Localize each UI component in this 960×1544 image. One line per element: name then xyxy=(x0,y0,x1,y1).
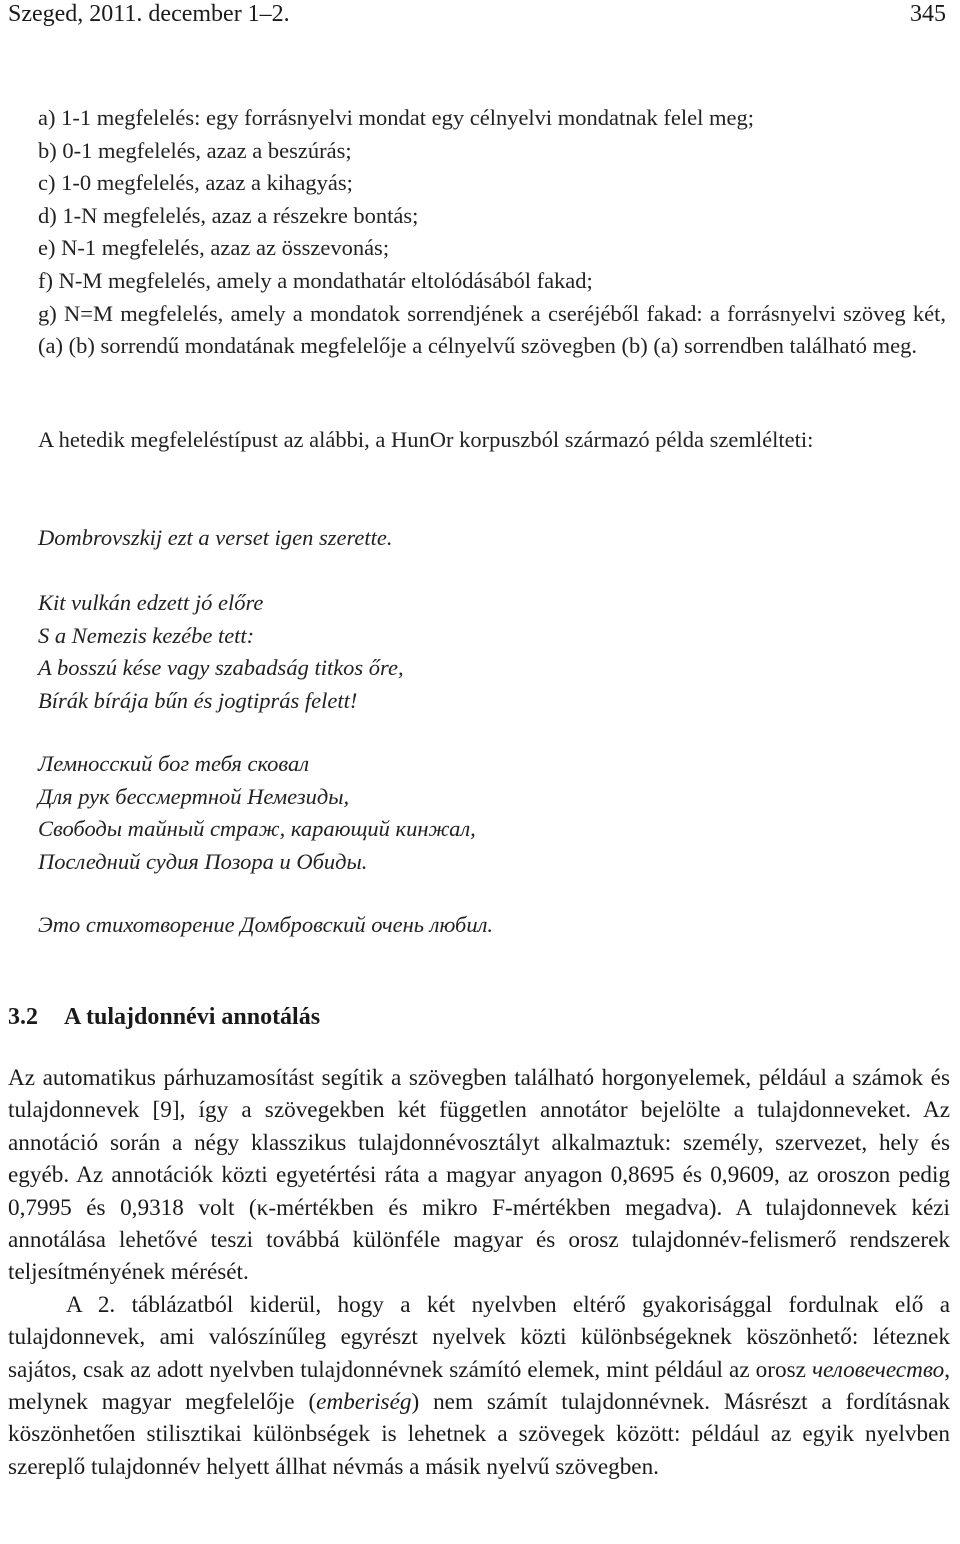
page-number: 345 xyxy=(910,1,946,27)
poem-line: Лемносский бог тебя сковал xyxy=(38,751,310,776)
list-item: a) 1-1 megfelelés: egy forrásnyelvi mondat egy célnyelvi mondatnak felel meg; xyxy=(38,105,754,130)
header-conference: Szeged, 2011. december 1–2. xyxy=(8,1,290,27)
list-item: c) 1-0 megfelelés, azaz a kihagyás; xyxy=(38,170,353,196)
list-item: b) 0-1 megfelelés, azaz a beszúrás; xyxy=(38,137,352,163)
poem-russian xyxy=(38,748,476,878)
section-heading xyxy=(8,1000,320,1034)
section-number: 3.2 xyxy=(8,1004,38,1030)
poem-line: Свободы тайный страж, карающий кинжал, xyxy=(38,816,476,842)
poem-hungarian xyxy=(38,587,404,717)
example-sentence-hu: Dombrovszkij ezt a verset igen szerette. xyxy=(38,525,393,550)
poem-line: Bírák bírája bűn és jogtiprás felett! xyxy=(38,687,358,713)
list-item: e) N-1 megfelelés, azaz az összevonás; xyxy=(38,235,390,261)
list-item: f) N-M megfelelés, amely a mondathatár eltolódásából fakad; xyxy=(38,267,593,293)
russian-term: человечество xyxy=(811,1356,945,1383)
poem-line: Для рук бессмертной Немезиды, xyxy=(38,783,350,809)
list-item: g) N=M megfelelés, amely a mondatok sorrendjének a cseréjéből fakad: a forrásnyelvi szöveg két, (a) (b) sorrendű mondatának megfelelője a célnyelvű szövegben (b) (a) sorrendben található meg. xyxy=(38,300,946,359)
poem-line: A bosszú kése vagy szabadság titkos őre, xyxy=(38,655,404,681)
paragraph: Az automatikus párhuzamosítást segítik a szövegben található horgonyelemek, például a számok és tulajdonnevek [9], így a szövegekben két független annotátor bejelölte a tulajdonneveket. Az annotáció során a négy klasszikus tulajdonnévosztályt alkalmaztuk: személy, szervezet, hely és egyéb. Az annotációk közti egyetértési ráta a magyar anyagon 0,8695 és 0,9609, az oroszon pedig 0,7995 és 0,9318 volt (κ-mértékben és mikro F-mértékben megadva). A tulajdonnevek kézi annotálása lehetővé teszi továbbá különféle magyar és orosz tulajdonnév-felismerő rendszerek teljesítményének mérését. xyxy=(8,1065,950,1286)
intro-paragraph: A hetedik megfeleléstípust az alábbi, a HunOr korpuszból származó példa szemlélteti: xyxy=(38,427,814,452)
list-item: d) 1-N megfelelés, azaz a részekre bontás; xyxy=(38,202,419,228)
alignment-types-list xyxy=(38,102,946,363)
example-sentence-ru: Это стихотворение Домбровский очень любил. xyxy=(38,912,494,937)
section-body xyxy=(8,1062,950,1483)
running-header xyxy=(8,0,952,34)
section-title: A tulajdonnévi annotálás xyxy=(64,1004,321,1030)
poem-line: S a Nemezis kezébe tett: xyxy=(38,622,255,648)
poem-line: Последний судия Позора и Обиды. xyxy=(38,848,368,874)
paragraph: A 2. táblázatból kiderül, hogy a két nyelvben eltérő gyakorisággal fordulnak elő a tulajdonnevek, ami valószínűleg egyrészt nyelvek közti különbségeknek köszönhető: léteznek sajátos, csak az adott nyelvben tulajdonnévnek számító elemek, mint például az orosz человечество, melynek magyar megfelelője (emberiség) nem számít tulajdonnévnek. Másrészt a fordításnak köszönhetően stilisztikai különbségek is lehetnek a szövegek között: például az egyik nyelvben szereplő tulajdonnév helyett állhat névmás a másik nyelvű szövegben. xyxy=(8,1291,950,1480)
poem-line: Kit vulkán edzett jó előre xyxy=(38,590,264,615)
hungarian-term: emberiség xyxy=(316,1389,412,1416)
